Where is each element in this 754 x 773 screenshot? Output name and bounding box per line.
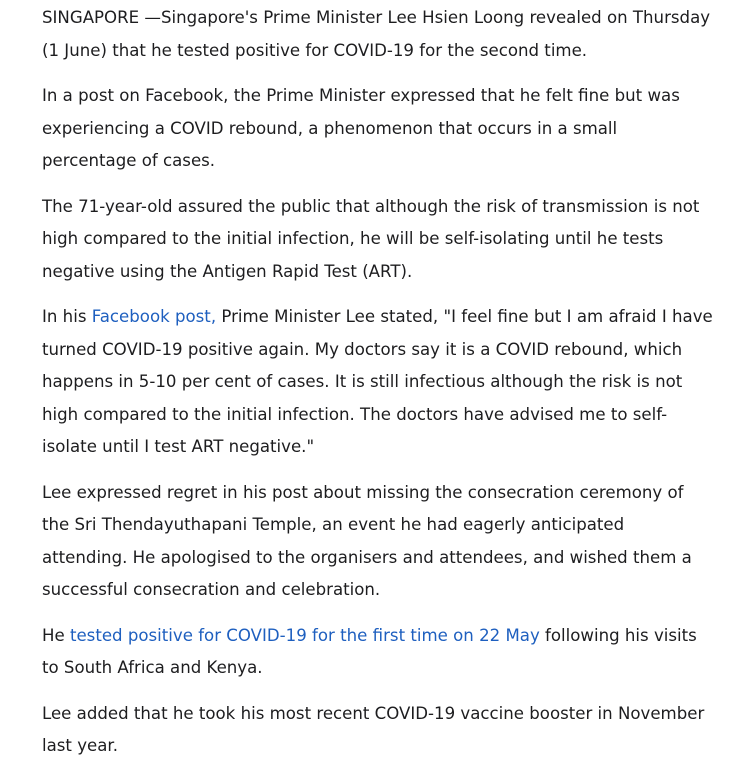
paragraph-quote-text: Prime Minister Lee stated, "I feel fine but I am afraid I have turned COVID-19 positive again. My doctors say it is a COVID rebound, which happens in 5-10 per cent of cases. It is still infectious although the risk is not high compared to the initial infection. The doctors have advised me to self-isolate until I test ART negative." <box>42 307 713 456</box>
paragraph-first-infection-text: following his visits to South Africa and Kenya. <box>42 625 697 677</box>
paragraph-quote <box>42 301 714 464</box>
facebook-post-link[interactable]: Facebook post, <box>91 307 217 326</box>
paragraph-quote-intro: In his <box>42 307 92 326</box>
paragraph-isolation: The 71-year-old assured the public that although the risk of transmission is not high compared to the initial infection, he will be self-isolating until he tests negative using the Antigen Rapid Test (ART). <box>42 196 700 281</box>
paragraph-first-infection-intro: He <box>42 625 70 645</box>
paragraph-first-infection <box>42 620 714 685</box>
paragraph-facebook-summary: In a post on Facebook, the Prime Minister expressed that he felt fine but was experiencing a COVID rebound, a phenomenon that occurs in a small percentage of cases. <box>42 86 680 170</box>
first-infection-link[interactable]: tested positive for COVID-19 for the first time on 22 May <box>69 625 540 645</box>
paragraph-lead: SINGAPORE —Singapore's Prime Minister Lee Hsien Loong revealed on Thursday (1 June) that he tested positive for COVID-19 for the second time. <box>42 8 711 60</box>
paragraph-regret: Lee expressed regret in his post about missing the consecration ceremony of the Sri Thendayuthapani Temple, an event he had eagerly anticipated attending. He apologised to the organisers and attendees, and wished them a successful consecration and celebration. <box>42 482 692 599</box>
paragraph-vaccine: Lee added that he took his most recent COVID-19 vaccine booster in November last year. <box>42 703 705 755</box>
